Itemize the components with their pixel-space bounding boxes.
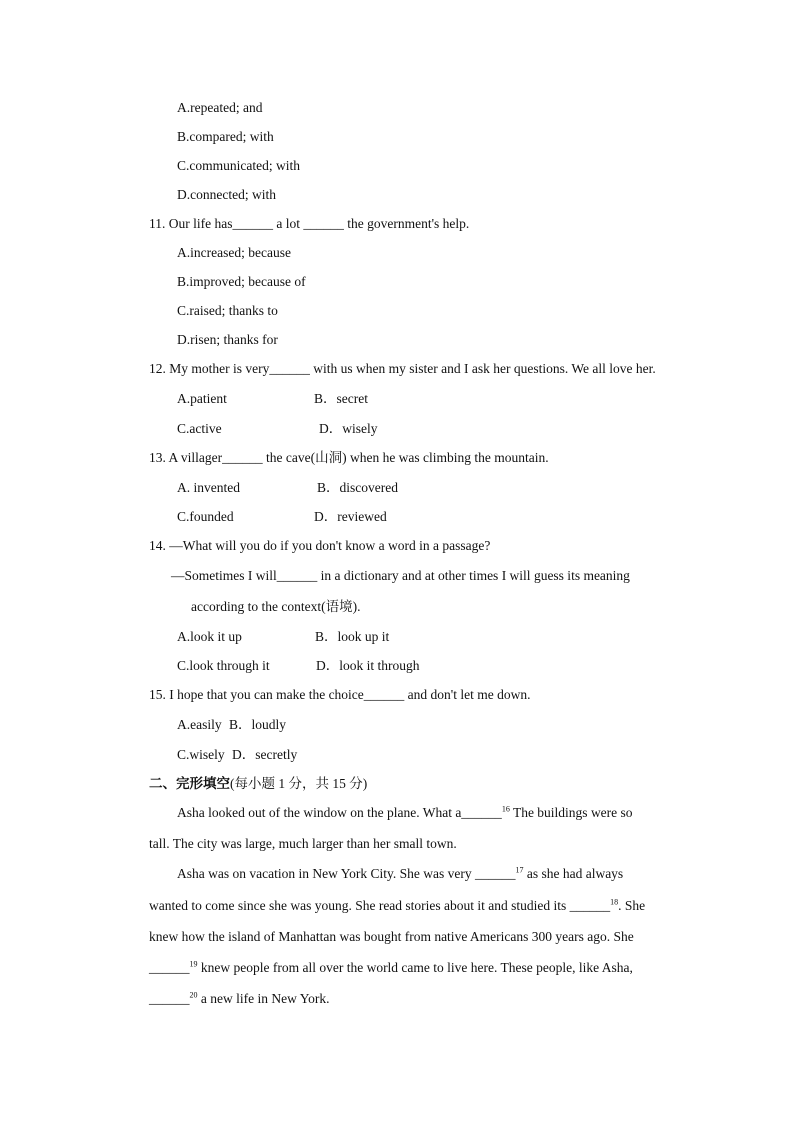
q13-option-a: A. invented bbox=[177, 480, 240, 495]
passage-text: ______ bbox=[149, 960, 190, 975]
q15-options-row-2 bbox=[177, 746, 297, 764]
q12-option-d: D．wisely bbox=[319, 421, 378, 436]
section-title: 二、完形填空 bbox=[149, 776, 230, 791]
passage-text: . She bbox=[618, 898, 646, 913]
q10-option-c: C.communicated; with bbox=[177, 158, 300, 173]
passage-line-2: tall. The city was large, much larger than her small town. bbox=[149, 836, 457, 851]
q13-stem: 13. A villager______ the cave(山洞) when he was climbing the mountain. bbox=[149, 450, 549, 465]
q12-option-a: A.patient bbox=[177, 391, 227, 406]
q15-option-a: A.easily bbox=[177, 717, 222, 732]
q13-option-d: D．reviewed bbox=[314, 509, 387, 524]
blank-number-18: 18 bbox=[610, 897, 619, 907]
section-scoring-note: (每小题 1 分，共 15 分) bbox=[230, 776, 368, 791]
q11-option-d: D.risen; thanks for bbox=[177, 332, 278, 347]
q15-option-d: D．secretly bbox=[232, 747, 298, 762]
q10-option-a: A.repeated; and bbox=[177, 100, 263, 115]
passage-text: The buildings were so bbox=[509, 805, 633, 820]
passage-text: Asha was on vacation in New York City. She was very ______ bbox=[177, 866, 516, 881]
q15-option-c: C.wisely bbox=[177, 747, 225, 762]
passage-text: as she had always bbox=[523, 866, 624, 881]
q11-option-b: B.improved; because of bbox=[177, 274, 306, 289]
passage-text: ______ bbox=[149, 991, 190, 1006]
passage-line-4 bbox=[149, 897, 645, 915]
q10-option-b: B.compared; with bbox=[177, 129, 274, 144]
q12-stem: 12. My mother is very______ with us when my sister and I ask her questions. We all love her. bbox=[149, 361, 656, 376]
q14-stem: 14. —What will you do if you don't know a word in a passage? bbox=[149, 538, 491, 553]
blank-number-16: 16 bbox=[501, 804, 510, 814]
q15-stem: 15. I hope that you can make the choice______ and don't let me down. bbox=[149, 687, 531, 702]
section-heading bbox=[149, 775, 367, 793]
q14-option-b: B．look up it bbox=[315, 629, 390, 644]
q15-options-row-1 bbox=[177, 716, 286, 734]
passage-line-7 bbox=[149, 990, 329, 1008]
passage-text: knew people from all over the world came to live here. These people, like Asha, bbox=[197, 960, 633, 975]
blank-number-17: 17 bbox=[515, 865, 524, 875]
q14-option-a: A.look it up bbox=[177, 629, 242, 644]
passage-line-6 bbox=[149, 959, 633, 977]
q14-response-continued: according to the context(语境). bbox=[191, 599, 361, 614]
q13-option-b: B．discovered bbox=[317, 480, 398, 495]
passage-line-1 bbox=[177, 804, 633, 822]
q15-option-b: B．loudly bbox=[229, 717, 287, 732]
q14-response-line: —Sometimes I will______ in a dictionary and at other times I will guess its meaning bbox=[171, 568, 630, 583]
q14-option-c: C.look through it bbox=[177, 658, 270, 673]
q11-stem: 11. Our life has______ a lot ______ the government's help. bbox=[149, 216, 470, 231]
passage-line-5: knew how the island of Manhattan was bought from native Americans 300 years ago. She bbox=[149, 929, 634, 944]
q13-option-c: C.founded bbox=[177, 509, 234, 524]
passage-text: wanted to come since she was young. She read stories about it and studied its ______ bbox=[149, 898, 611, 913]
q11-option-a: A.increased; because bbox=[177, 245, 291, 260]
q14-option-d: D．look it through bbox=[316, 658, 420, 673]
passage-line-3 bbox=[177, 865, 623, 883]
q11-option-c: C.raised; thanks to bbox=[177, 303, 278, 318]
blank-number-19: 19 bbox=[189, 959, 198, 969]
q12-option-c: C.active bbox=[177, 421, 222, 436]
passage-text: a new life in New York. bbox=[197, 991, 330, 1006]
passage-text: Asha looked out of the window on the plane. What a______ bbox=[177, 805, 502, 820]
q10-option-d: D.connected; with bbox=[177, 187, 276, 202]
q12-option-b: B．secret bbox=[314, 391, 368, 406]
blank-number-20: 20 bbox=[189, 990, 198, 1000]
